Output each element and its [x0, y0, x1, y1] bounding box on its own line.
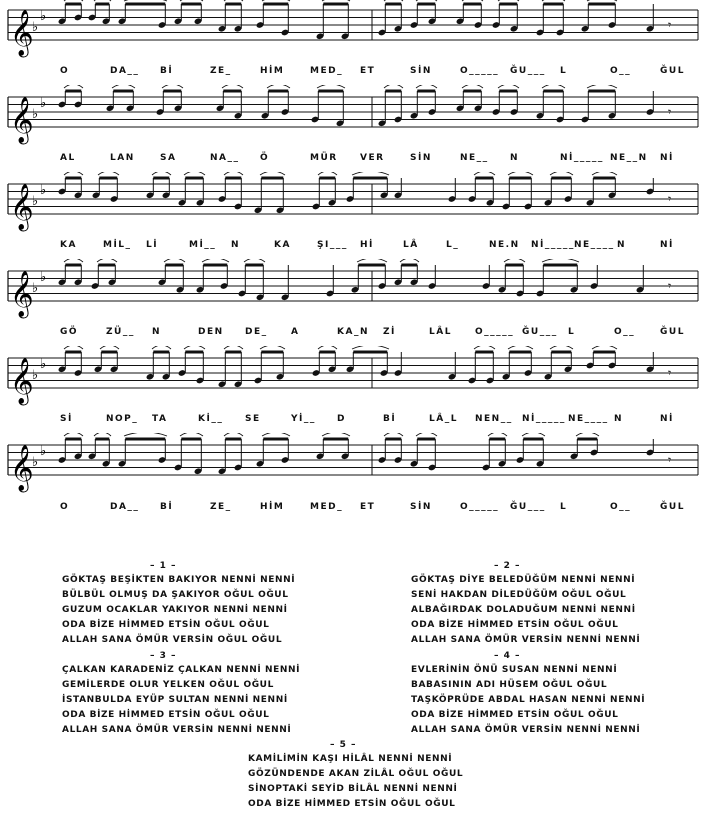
- lyric-syllable: SİN: [410, 66, 432, 76]
- lyric-syllable: O: [60, 66, 70, 76]
- slur: [462, 85, 483, 88]
- treble-clef-icon: 𝄞: [10, 358, 34, 404]
- music-system-1: [0, 0, 710, 78]
- lyric-syllable: TA: [152, 414, 168, 424]
- slur: [592, 346, 617, 349]
- slur: [384, 85, 403, 88]
- lyric-syllable: LÂL: [429, 327, 452, 337]
- slur: [124, 0, 167, 1]
- slur: [164, 259, 185, 262]
- lyric-syllable: ZE_: [210, 502, 232, 512]
- slur: [384, 0, 403, 1]
- lyric-syllable: ET: [360, 66, 376, 76]
- verse-4-line-4: ODA BİZE HİMMED ETSİN OĞUL OĞUL: [411, 710, 619, 720]
- verse-1-line-5: ALLAH SANA ÖMÜR VERSİN OĞUL OĞUL: [62, 635, 283, 645]
- eighth-rest-icon: 𝄾: [668, 366, 672, 380]
- slur: [94, 0, 111, 1]
- lyric-syllable: DA__: [110, 66, 140, 76]
- verse-3-line-1: ÇALKAN KARADENİZ ÇALKAN NENNİ NENNİ: [62, 665, 301, 675]
- lyric-syllable: ĞUL: [660, 327, 685, 337]
- slur: [462, 0, 483, 1]
- lyric-syllable: L: [560, 502, 568, 512]
- lyric-syllable: MED_: [310, 502, 344, 512]
- lyric-syllable: LÂ: [403, 240, 419, 250]
- slur: [576, 433, 599, 436]
- lyric-syllable: A: [291, 327, 300, 337]
- slur: [352, 346, 389, 349]
- slur: [384, 433, 403, 436]
- verse-3-line-2: GEMİLERDE OLUR YELKEN OĞUL OĞUL: [62, 680, 274, 690]
- lyric-syllable: AL: [60, 153, 76, 163]
- slur: [550, 172, 573, 175]
- slur: [260, 346, 285, 349]
- verse-4-line-5: ALLAH SANA ÖMÜR VERSİN NENNİ NENNİ: [411, 725, 641, 735]
- verse-2-line-4: ODA BİZE HİMMED ETSİN OĞUL OĞUL: [411, 620, 619, 630]
- lyric-syllable: O_____: [460, 502, 500, 512]
- lyric-syllable: ZE_: [210, 66, 232, 76]
- lyric-syllable: Yİ__: [291, 414, 316, 424]
- lyric-syllable: SİN: [410, 153, 432, 163]
- lyric-syllable: MED_: [310, 66, 344, 76]
- slur: [322, 433, 350, 436]
- lyric-syllable: Nİ: [660, 414, 674, 424]
- lyric-syllable: NA__: [210, 153, 240, 163]
- verse-4-number: – 4 –: [494, 651, 521, 661]
- slur: [416, 0, 437, 1]
- lyric-syllable: L: [568, 327, 576, 337]
- slur: [508, 172, 533, 175]
- lyric-syllable: Bİ: [160, 66, 174, 76]
- lyric-syllable: O__: [614, 327, 636, 337]
- treble-clef-icon: 𝄞: [10, 445, 34, 491]
- slur: [64, 85, 83, 88]
- slur: [64, 346, 83, 349]
- slur: [152, 172, 171, 175]
- slur: [224, 433, 243, 436]
- lyric-syllable: Bİ: [383, 414, 397, 424]
- slur: [318, 172, 337, 175]
- slur: [474, 172, 495, 175]
- verse-1-line-1: GÖKTAŞ BEŞİKTEN BAKIYOR NENNİ NENNİ: [62, 575, 296, 585]
- eighth-rest-icon: 𝄾: [668, 18, 672, 32]
- lyric-syllable: Ö: [260, 153, 270, 163]
- lyric-syllable: DEN: [198, 327, 224, 337]
- lyric-syllable: KA: [274, 240, 291, 250]
- verse-4-line-3: TAŞKÖPRÜDE ABDAL HASAN NENNİ NENNİ: [411, 695, 646, 705]
- lyric-syllable: HİM: [260, 502, 285, 512]
- lyric-syllable: N: [614, 414, 624, 424]
- lyric-syllable: O__: [610, 502, 632, 512]
- lyric-syllable: ZÜ__: [106, 327, 135, 337]
- lyric-syllable: MİL_: [103, 240, 132, 250]
- slur: [112, 85, 135, 88]
- lyric-syllable: SE: [245, 414, 261, 424]
- slur: [550, 346, 573, 349]
- slur: [504, 259, 525, 262]
- lyric-syllable: Hİ: [360, 240, 374, 250]
- slur: [542, 0, 565, 1]
- verse-5-number: – 5 –: [330, 740, 357, 750]
- flat-sign-icon: ♭: [32, 194, 39, 209]
- verse-4-line-2: BABASININ ADI HÜSEM OĞUL OĞUL: [411, 680, 608, 690]
- lyric-syllable: Nİ_____: [522, 414, 566, 424]
- slur: [262, 0, 290, 1]
- slur: [260, 172, 285, 175]
- flat-sign-icon: ♭: [40, 443, 47, 459]
- verse-5-line-1: KAMİLİMİN KAŞI HİLÂL NENNİ NENNİ: [248, 754, 453, 764]
- slur: [498, 85, 519, 88]
- flat-sign-icon: ♭: [40, 182, 47, 198]
- lyric-syllable: N: [152, 327, 162, 337]
- lyric-syllable: NE__: [460, 153, 489, 163]
- slur: [352, 172, 389, 175]
- slur: [357, 259, 387, 262]
- slur: [318, 346, 337, 349]
- eighth-rest-icon: 𝄾: [668, 192, 672, 206]
- slur: [317, 85, 345, 88]
- treble-clef-icon: 𝄞: [10, 10, 34, 56]
- slur: [184, 172, 205, 175]
- lyric-syllable: L_: [446, 240, 460, 250]
- lyric-syllable: KA: [60, 240, 77, 250]
- slur: [64, 259, 83, 262]
- slur: [587, 0, 617, 1]
- lyric-syllable: Mİ__: [189, 240, 217, 250]
- flat-sign-icon: ♭: [32, 281, 39, 296]
- slur: [224, 346, 243, 349]
- flat-sign-icon: ♭: [32, 368, 39, 383]
- verse-2-number: – 2 –: [494, 561, 521, 571]
- slur: [152, 346, 171, 349]
- treble-clef-icon: 𝄞: [10, 271, 34, 317]
- verse-1-line-4: ODA BİZE HİMMED ETSİN OĞUL OĞUL: [62, 620, 270, 630]
- lyric-syllable: VER: [360, 153, 385, 163]
- lyric-syllable: Lİ: [146, 240, 159, 250]
- verse-2-line-1: GÖKTAŞ DİYE BELEDÜĞÜM NENNİ NENNİ: [411, 575, 636, 585]
- verse-5-line-3: SİNOPTAKİ SEYİD BİLÂL NENNİ NENNİ: [248, 784, 458, 794]
- lyric-syllable: Nİ_____: [531, 240, 575, 250]
- slur: [488, 433, 507, 436]
- verse-2-line-5: ALLAH SANA ÖMÜR VERSİN NENNİ NENNİ: [411, 635, 641, 645]
- lyric-syllable: D: [337, 414, 346, 424]
- verse-4-line-1: EVLERİNİN ÖNÜ SUSAN NENNİ NENNİ: [411, 665, 618, 675]
- slur: [97, 259, 117, 262]
- lyric-syllable: DE_: [245, 327, 268, 337]
- slur: [416, 85, 437, 88]
- slur: [94, 433, 111, 436]
- lyric-syllable: NE____: [574, 240, 615, 250]
- flat-sign-icon: ♭: [40, 356, 47, 372]
- slur: [592, 172, 617, 175]
- lyric-syllable: SA: [160, 153, 177, 163]
- lyric-syllable: DA__: [110, 502, 140, 512]
- lyric-syllable: Nİ: [660, 240, 674, 250]
- lyric-syllable: Kİ__: [198, 414, 224, 424]
- flat-sign-icon: ♭: [32, 20, 39, 35]
- lyric-syllable: NE__N: [610, 153, 648, 163]
- slur: [184, 346, 205, 349]
- slur: [262, 433, 290, 436]
- eighth-rest-icon: 𝄾: [668, 453, 672, 467]
- lyric-syllable: Bİ: [160, 502, 174, 512]
- lyric-syllable: L: [560, 66, 568, 76]
- slur: [180, 433, 203, 436]
- slur: [224, 0, 243, 1]
- slur: [244, 259, 265, 262]
- lyric-syllable: ET: [360, 502, 376, 512]
- lyric-syllable: ĞU___: [522, 327, 558, 337]
- lyric-syllable: NE____: [568, 414, 609, 424]
- slur: [522, 433, 545, 436]
- verse-1-line-3: GUZUM OCAKLAR YAKIYOR NENNİ NENNİ: [62, 605, 288, 615]
- verse-3-number: – 3 –: [150, 651, 177, 661]
- slur: [64, 0, 83, 1]
- lyric-syllable: Sİ: [60, 414, 73, 424]
- flat-sign-icon: ♭: [32, 455, 39, 470]
- flat-sign-icon: ♭: [40, 8, 47, 24]
- lyric-syllable: KA_N: [337, 327, 369, 337]
- flat-sign-icon: ♭: [40, 95, 47, 111]
- lyric-syllable: Zİ: [383, 327, 396, 337]
- slur: [416, 433, 437, 436]
- lyric-syllable: LÂ_L: [429, 414, 458, 424]
- lyric-syllable: O: [60, 502, 70, 512]
- lyric-syllable: N: [231, 240, 241, 250]
- treble-clef-icon: 𝄞: [10, 97, 34, 143]
- slur: [64, 433, 83, 436]
- verse-5-line-4: ODA BİZE HİMMED ETSİN OĞUL OĞUL: [248, 799, 456, 809]
- lyric-syllable: NEN__: [475, 414, 513, 424]
- slur: [474, 346, 495, 349]
- verse-3-line-3: İSTANBULDA EYÜP SULTAN NENNİ NENNİ: [62, 695, 288, 705]
- lyric-syllable: ĞU___: [510, 502, 546, 512]
- slur: [267, 85, 290, 88]
- lyric-syllable: N: [617, 240, 627, 250]
- slur: [400, 259, 419, 262]
- slur: [64, 172, 83, 175]
- lyric-syllable: O_____: [460, 66, 500, 76]
- lyric-syllable: GÖ: [60, 327, 79, 337]
- eighth-rest-icon: 𝄾: [668, 105, 672, 119]
- flat-sign-icon: ♭: [32, 107, 39, 122]
- lyric-syllable: SİN: [410, 502, 432, 512]
- lyric-syllable: N: [510, 153, 520, 163]
- slur: [542, 259, 579, 262]
- lyric-syllable: ĞUL: [660, 66, 685, 76]
- slur: [224, 172, 243, 175]
- eighth-rest-icon: 𝄾: [668, 279, 672, 293]
- lyric-syllable: Nİ: [660, 153, 674, 163]
- slur: [202, 259, 229, 262]
- lyric-syllable: Nİ_____: [560, 153, 604, 163]
- music-system-6: [0, 433, 710, 513]
- verse-1-line-2: BÜLBÜL OLMUŞ DA ŞAKIYOR OĞUL OĞUL: [62, 590, 289, 600]
- treble-clef-icon: 𝄞: [10, 184, 34, 230]
- lyric-syllable: O_____: [475, 327, 515, 337]
- slur: [508, 346, 533, 349]
- slur: [542, 85, 565, 88]
- verse-3-line-5: ALLAH SANA ÖMÜR VERSİN NENNİ NENNİ: [62, 725, 292, 735]
- lyric-syllable: HİM: [260, 66, 285, 76]
- slur: [222, 85, 243, 88]
- slur: [587, 85, 617, 88]
- verse-1-number: – 1 –: [150, 561, 177, 571]
- verse-3-line-4: ODA BİZE HİMMED ETSİN OĞUL OĞUL: [62, 710, 270, 720]
- lyric-syllable: ŞI___: [317, 240, 348, 250]
- slur: [100, 346, 119, 349]
- verse-5-line-2: GÖZÜNDENDE AKAN ZİLÂL OĞUL OĞUL: [248, 769, 464, 779]
- lyric-syllable: O__: [610, 66, 632, 76]
- lyric-syllable: ĞU___: [510, 66, 546, 76]
- slur: [498, 0, 519, 1]
- verse-2-line-3: ALBAĞIRDAK DOLADUĞUM NENNİ NENNİ: [411, 605, 636, 615]
- flat-sign-icon: ♭: [40, 269, 47, 285]
- lyric-syllable: NE.N: [489, 240, 520, 250]
- lyric-syllable: LAN: [110, 153, 135, 163]
- slur: [162, 85, 183, 88]
- slur: [124, 433, 167, 436]
- slur: [322, 0, 350, 1]
- verse-2-line-2: SENİ HAKDAN DİLEDÜĞÜM OĞUL OĞUL: [411, 590, 627, 600]
- lyric-syllable: NOP_: [106, 414, 139, 424]
- lyric-syllable: ĞUL: [660, 502, 685, 512]
- slur: [180, 0, 203, 1]
- slur: [98, 172, 119, 175]
- lyric-syllable: MÜR: [310, 153, 338, 163]
